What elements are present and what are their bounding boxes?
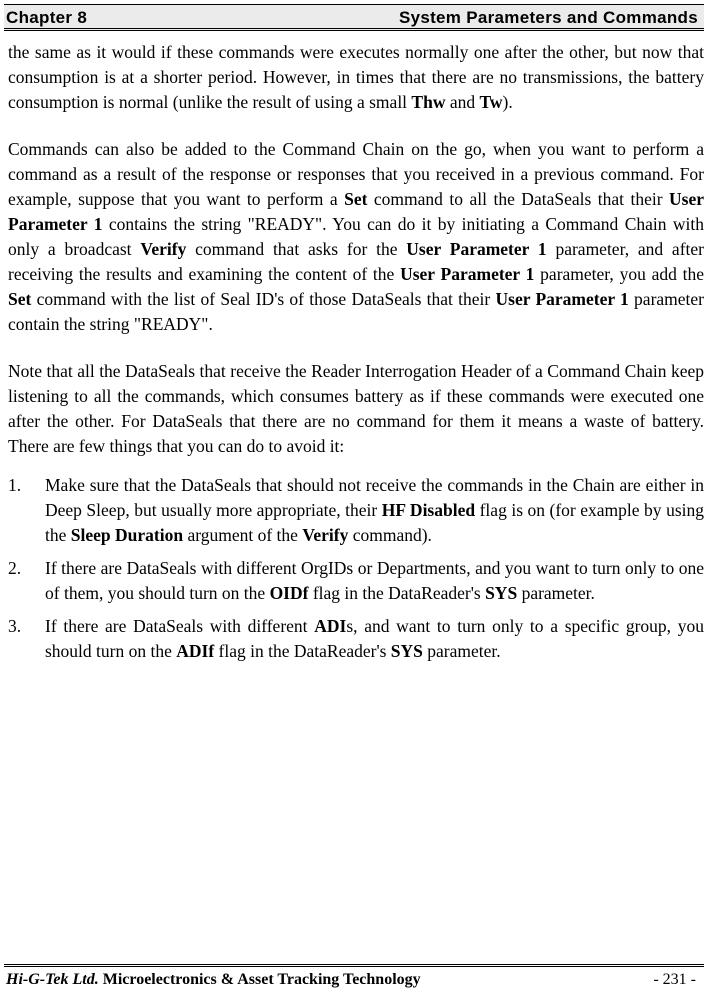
bold-term: ADI [314,616,347,636]
bold-term: SYS [390,641,423,661]
text: command with the list of Seal ID's of those DataSeals that their [31,289,496,309]
list-number: 1. [8,475,22,495]
bold-term: Set [8,289,32,309]
text: ). [502,92,513,112]
footer-company [6,971,421,989]
text: parameter, you add the [534,264,705,284]
tips-list [8,473,704,664]
bold-term: User Parameter 1 [8,189,705,234]
page-number: - 231 - [653,971,696,988]
text: s, and want to turn only to a specific group, you should turn on the [45,616,704,661]
bold-term: Thw [411,92,446,112]
text: Make sure that the DataSeals that should not receive the commands in the Chain are either in Deep Sleep, but usually more appropriate, their [45,475,704,520]
text: command to all the DataSeals that their [367,189,670,209]
bold-term: ADIf [176,641,215,661]
bold-term: Set [344,189,368,209]
text: parameter, and after receiving the results and examining the content of the [8,239,704,284]
paragraph-1 [8,40,704,115]
paragraph-3 [8,359,704,459]
bold-term: OIDf [269,583,309,603]
paragraph-2 [8,137,704,337]
bold-term: Tw [479,92,503,112]
bold-term: Verify [140,239,187,259]
company-name: Hi-G-Tek Ltd. [6,971,99,988]
list-item [8,473,704,548]
page-header [4,4,704,31]
bold-term: User Parameter 1 [406,239,547,259]
bold-term: HF Disabled [381,500,476,520]
text: command that asks for the [186,239,407,259]
text: Commands can also be added to the Command Chain on the go, when you want to perform a command as a result of the response or responses that you received in a previous command. For example, suppose that you want to perform a [8,139,704,209]
text: parameter. [422,641,501,661]
text: If there are DataSeals with different [45,616,315,636]
list-number: 3. [8,616,22,636]
text: and [445,92,480,112]
text: flag is on (for example by using the [45,500,704,545]
text: command). [348,525,432,545]
list-item [8,614,704,664]
bold-term: SYS [485,583,518,603]
page-content [8,40,704,672]
text: flag in the DataReader's [308,583,486,603]
list-item [8,556,704,606]
text: the same as it would if these commands were executes normally one after the other, but now that consumption is at a shorter period. However, in times that there are no transmissions, the battery consumption is normal (unlike the result of using a small [8,42,704,112]
page-footer [4,964,704,990]
text: contains the string "READY". You can do it by initiating a Command Chain with only a broadcast [8,214,704,259]
bold-term: Sleep Duration [70,525,184,545]
company-tagline: Microelectronics & Asset Tracking Technology [98,971,421,988]
text: If there are DataSeals with different OrgIDs or Departments, and you want to turn only to one of them, you should turn on the [45,558,704,603]
bold-term: User Parameter 1 [495,289,629,309]
text: parameter. [517,583,595,603]
text: flag in the DataReader's [214,641,391,661]
text: Note that all the DataSeals that receive the Reader Interrogation Header of a Command Chain keep listening to all the commands, which consumes battery as if these commands were executed one after the other. For DataSeals that there are no command for them it means a waste of battery. There are few things that you can do to avoid it: [8,361,704,456]
bold-term: Verify [302,525,349,545]
bold-term: User Parameter 1 [400,264,535,284]
text: argument of the [183,525,303,545]
text: parameter contain the string "READY". [8,289,705,334]
list-number: 2. [8,558,22,578]
chapter-title: System Parameters and Commands [398,8,698,27]
chapter-label: Chapter 8 [6,8,88,27]
